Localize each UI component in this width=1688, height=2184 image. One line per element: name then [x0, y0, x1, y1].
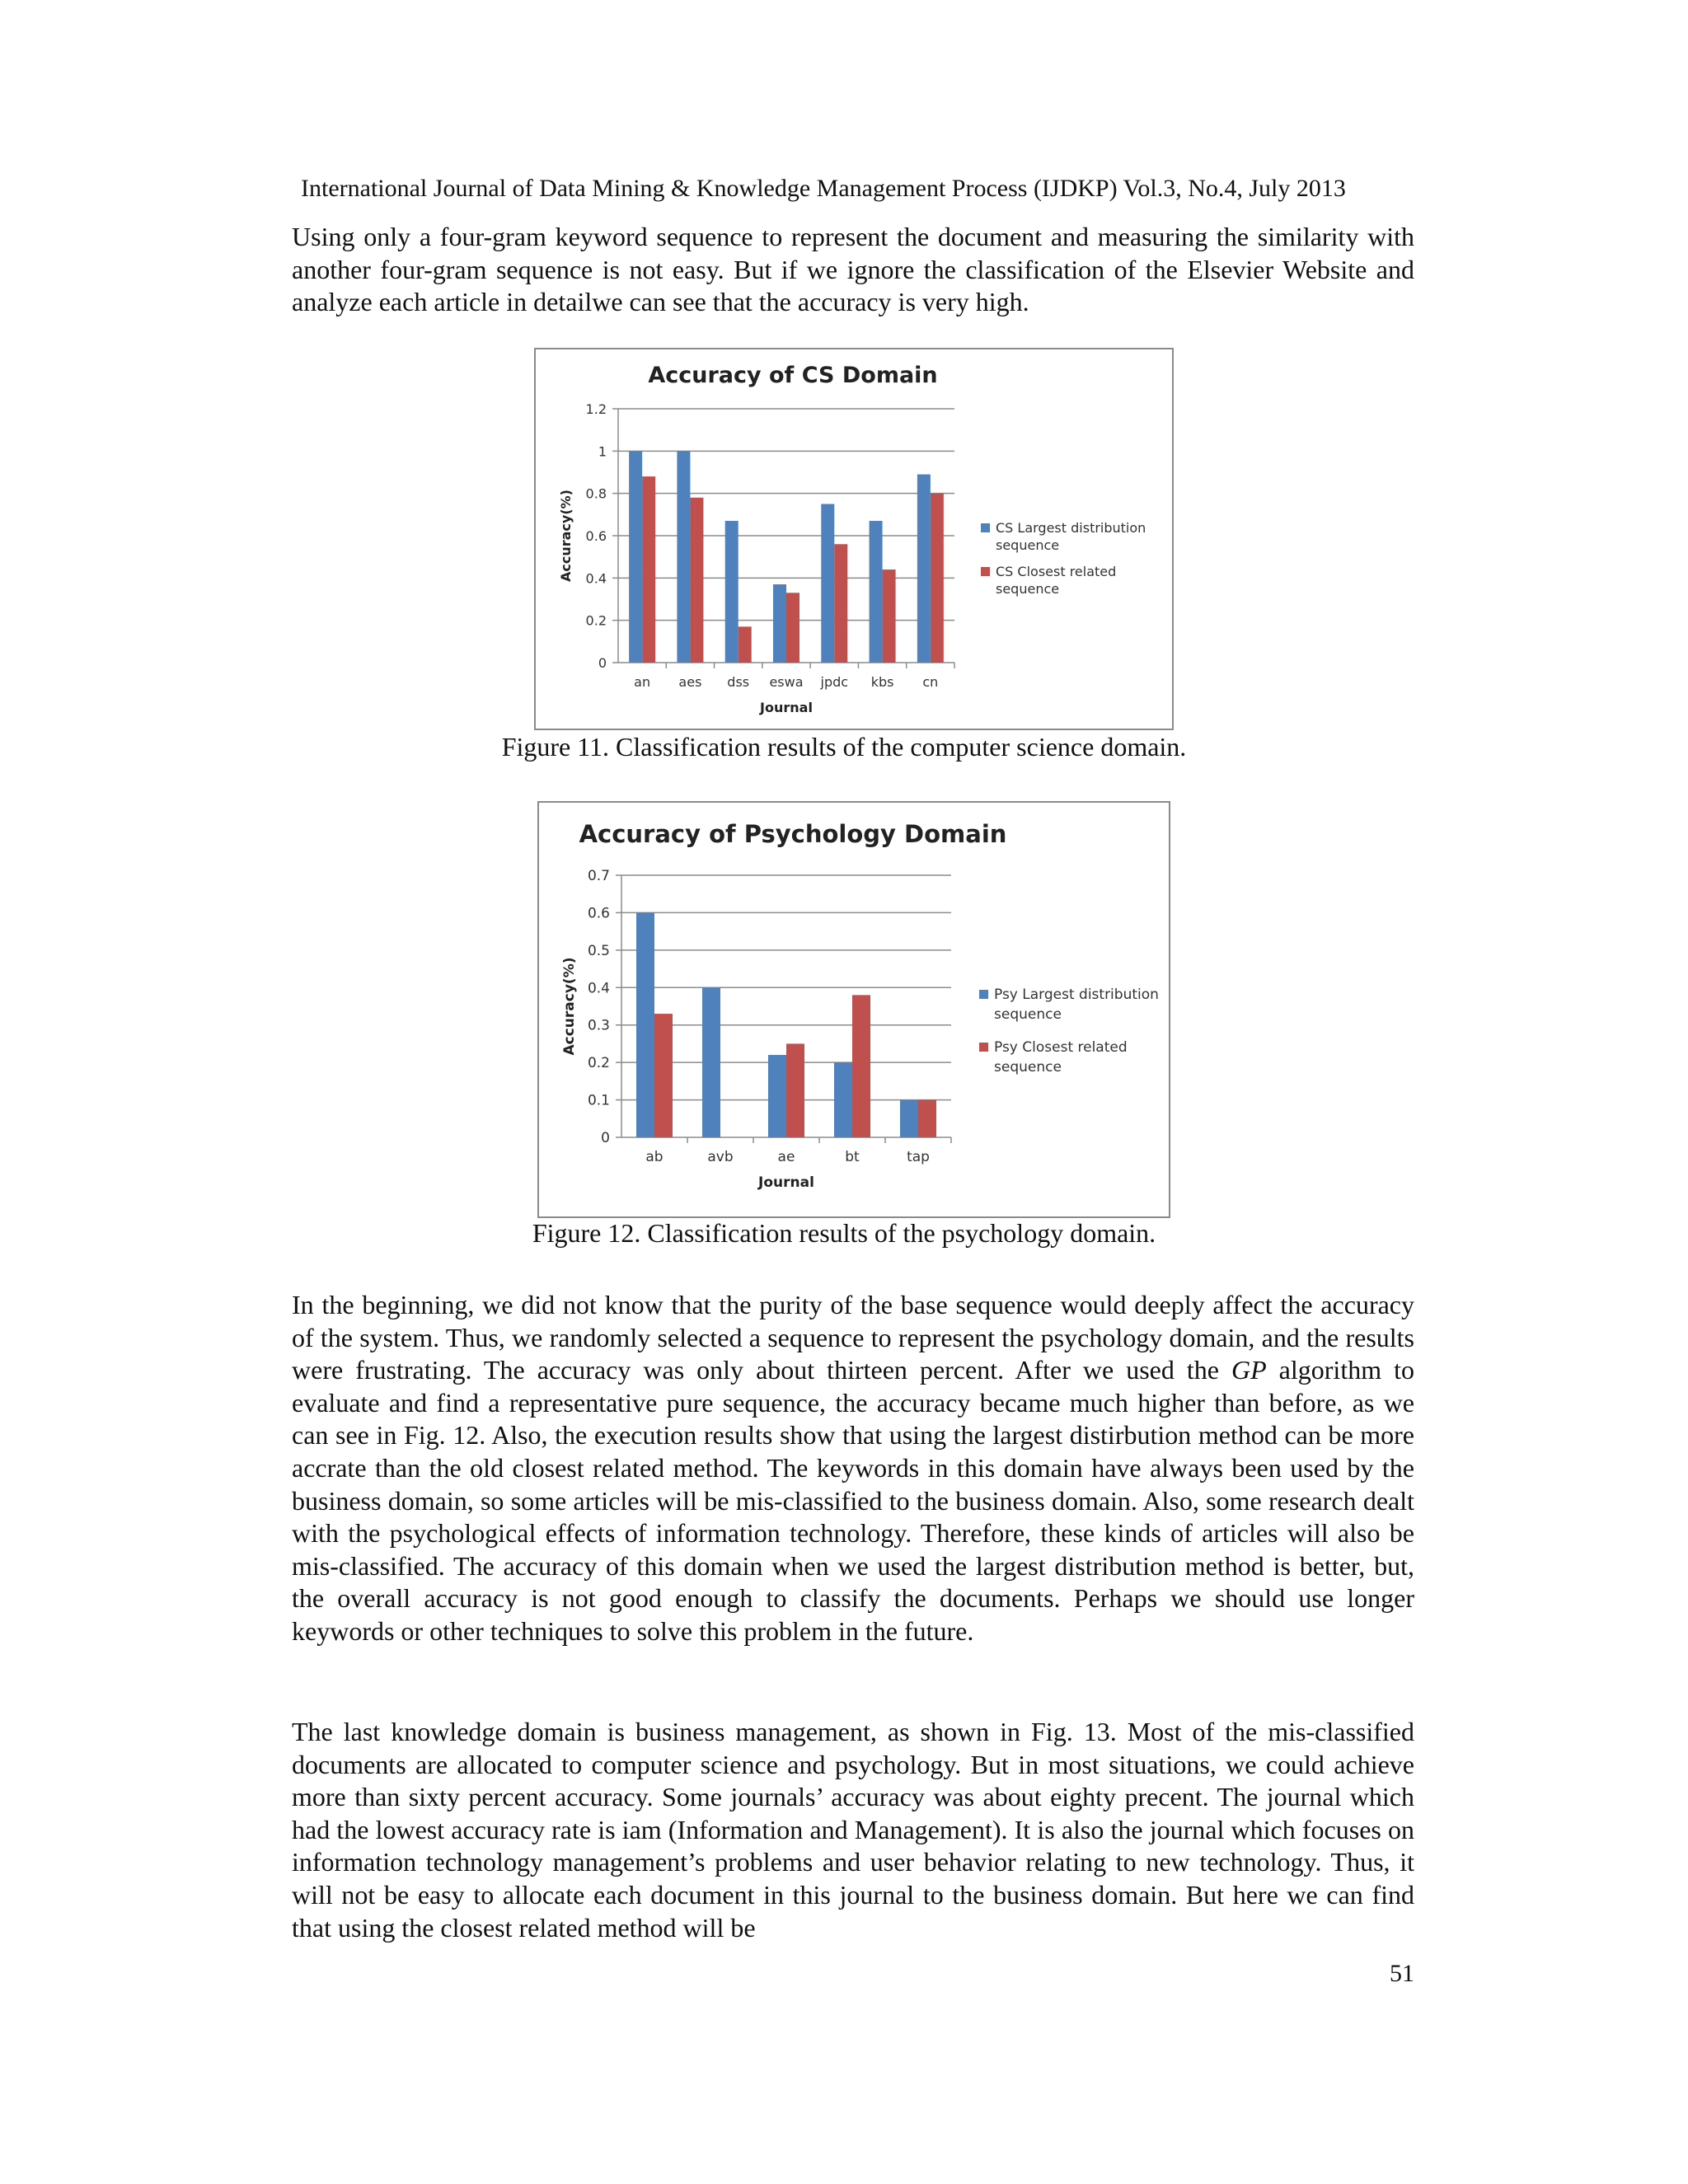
bar-closest-bt	[852, 995, 870, 1137]
x-tick-label: kbs	[870, 674, 894, 690]
x-tick-label: avb	[707, 1149, 734, 1165]
x-axis-label: Journal	[758, 1174, 814, 1191]
chart-title: Accuracy of Psychology Domain	[579, 820, 1007, 848]
y-tick-label: 0.6	[585, 528, 607, 544]
legend-swatch	[981, 523, 990, 532]
bar-closest-jpdc	[834, 544, 847, 663]
figure-11-chart	[534, 348, 1174, 730]
paragraph-psychology	[292, 1289, 1414, 1648]
page-number: 51	[1390, 1960, 1414, 1987]
paragraph-psychology-part2: algorithm to evaluate and find a representative pure sequence, the accuracy became much higher than before, as we can see in Fig. 12. Also, the execution results show that using the largest distirbution method can be more accrate than the old closest related method. The keywords in this domain have always been used by the business domain, so some articles will be mis-classified to the business domain. Also, some research dealt with the psychological effects of information technology. Therefore, these kinds of articles will also be mis-classified. The accuracy of this domain when we used the largest distribution method is better, but, the overall accuracy is not good enough to classify the documents. Perhaps we should use longer keywords or other techniques to solve this problem in the future.	[292, 1355, 1415, 1646]
bar-largest-ae	[768, 1055, 786, 1137]
y-axis-label: Accuracy(%)	[558, 490, 574, 582]
figure-12-chart	[537, 801, 1170, 1218]
bar-largest-dss	[725, 521, 738, 663]
figure-11-caption: Figure 11. Classification results of the computer science domain.	[501, 732, 1187, 762]
bar-closest-dss	[738, 626, 752, 663]
x-tick-label: aes	[678, 674, 702, 690]
x-tick-label: dss	[727, 674, 750, 690]
bar-closest-an	[642, 476, 655, 663]
bar-largest-an	[629, 451, 642, 663]
figure-12-caption: Figure 12. Classification results of the psychology domain.	[532, 1218, 1156, 1248]
legend-label: sequence	[996, 537, 1060, 553]
legend-label: Psy Largest distribution	[994, 987, 1159, 1003]
y-tick-label: 0.6	[587, 905, 610, 922]
bar-closest-cn	[931, 494, 944, 663]
bar-largest-jpdc	[821, 504, 834, 663]
y-tick-label: 0	[598, 655, 607, 671]
bar-largest-ab	[636, 912, 654, 1137]
x-tick-label: an	[634, 674, 651, 690]
bar-closest-kbs	[883, 569, 896, 663]
psychology-domain-bar-chart	[539, 803, 1169, 1216]
y-tick-label: 0.4	[587, 980, 610, 997]
bar-closest-tap	[918, 1100, 936, 1137]
bar-largest-bt	[834, 1062, 852, 1137]
cs-domain-bar-chart	[536, 349, 1172, 729]
legend-label: sequence	[994, 1006, 1062, 1023]
legend-label: Psy Closest related	[994, 1039, 1128, 1056]
x-tick-label: ae	[777, 1149, 795, 1165]
y-tick-label: 0.7	[587, 868, 610, 884]
x-tick-label: bt	[845, 1149, 860, 1165]
running-header: International Journal of Data Mining & Knowledge Management Process (IJDKP) Vol.3, No.4, July 2013	[301, 175, 1346, 202]
paragraph-business: The last knowledge domain is business management, as shown in Fig. 13. Most of the mis-classified documents are allocated to computer science and psychology. But in most situations, we could achieve more than sixty percent accuracy. Some journals’ accuracy was about eighty precent. The journal which had the lowest accuracy rate is iam (Information and Management). It is also the journal which focuses on information technology management’s problems and user behavior relating to new technology. Thus, it will not be easy to allocate each document in this journal to the business domain. But here we can find that using the closest related method will be	[292, 1717, 1414, 1943]
bar-largest-kbs	[870, 521, 883, 663]
x-tick-label: cn	[922, 674, 939, 690]
legend-swatch	[979, 1043, 988, 1052]
bar-closest-ab	[654, 1014, 673, 1137]
x-tick-label: jpdc	[820, 674, 849, 690]
paragraph-psychology-part1: In the beginning, we did not know that the purity of the base sequence would deeply affect the accuracy of the system. Thus, we randomly selected a sequence to represent the psychology domain, and the results were frustrating. The accuracy was only about thirteen percent. After we used the	[292, 1290, 1414, 1385]
legend-label: sequence	[994, 1059, 1062, 1076]
y-tick-label: 1.2	[585, 401, 607, 417]
paragraph-intro: Using only a four-gram keyword sequence to represent the document and measuring the similarity with another four-gram sequence is not easy. But if we ignore the classification of the Elsevier Website and analyze each article in detailwe can see that the accuracy is very high.	[292, 222, 1414, 317]
bar-largest-aes	[677, 451, 690, 663]
bar-largest-cn	[917, 475, 931, 663]
y-tick-label: 0.2	[585, 612, 607, 629]
y-tick-label: 0.2	[587, 1055, 610, 1072]
y-tick-label: 0.4	[585, 570, 607, 587]
bar-closest-aes	[690, 498, 703, 663]
legend-label: sequence	[996, 581, 1060, 597]
y-tick-label: 1	[598, 443, 607, 460]
y-tick-label: 0.1	[587, 1092, 610, 1109]
legend-swatch	[981, 567, 990, 576]
x-tick-label: ab	[645, 1149, 663, 1165]
y-axis-label: Accuracy(%)	[561, 957, 578, 1056]
bar-largest-tap	[900, 1100, 918, 1137]
legend-swatch	[979, 990, 988, 999]
legend-label: CS Largest distribution	[996, 520, 1146, 536]
y-tick-label: 0.5	[587, 942, 610, 959]
y-tick-label: 0	[601, 1130, 610, 1146]
bar-closest-eswa	[786, 593, 799, 663]
bar-closest-ae	[786, 1043, 804, 1137]
x-axis-label: Journal	[760, 700, 813, 715]
bar-largest-eswa	[773, 584, 786, 663]
gp-term: GP	[1231, 1355, 1267, 1385]
x-tick-label: eswa	[769, 674, 804, 690]
bar-largest-avb	[702, 987, 720, 1137]
y-tick-label: 0.3	[587, 1017, 610, 1034]
x-tick-label: tap	[907, 1149, 930, 1165]
legend-label: CS Closest related	[996, 564, 1117, 579]
y-tick-label: 0.8	[585, 485, 607, 502]
chart-title: Accuracy of CS Domain	[648, 363, 938, 388]
